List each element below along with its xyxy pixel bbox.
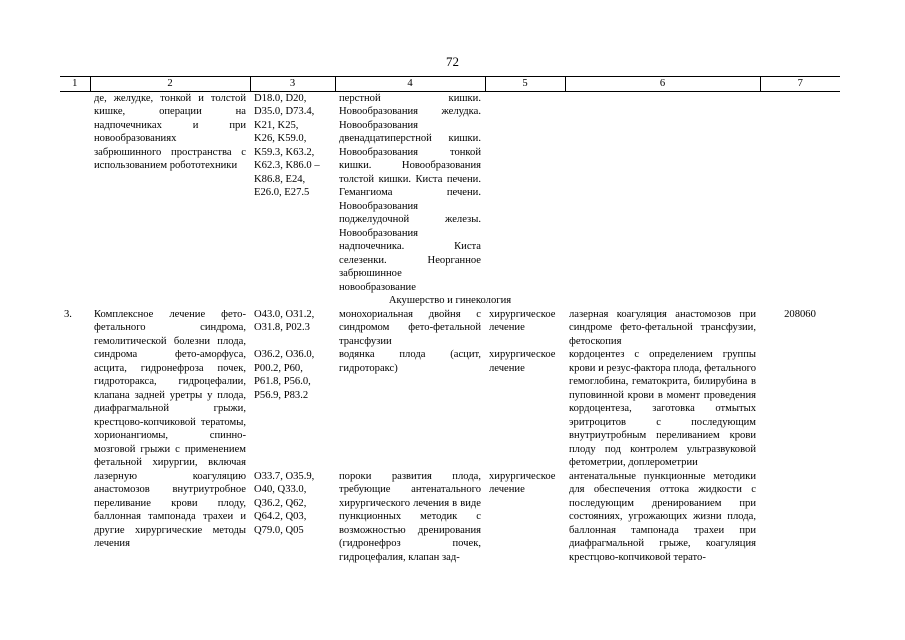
treatment-type-cell: хирургическое лечение xyxy=(489,470,556,495)
table-row xyxy=(60,91,840,294)
service-name-cell: Комплексное лечение фето-фетального синдрома, гемолитической болезни плода, синдрома фето-амορфуса, асцита, гидронефроза почек, гидроторакса, гидроцефалии, клапана задней уретры у плода, диафрагмальной грыжи, крестцово-копчиковой тератомы, хорионангиомы, спинно-мозговой грыжи с применением фетальной хирургии, включая лазерную коагуляцию анастомозов внутриутробное переливание крови плоду, баллонная тампонада трахеи и другие хирургические методы лечения xyxy=(94,308,246,549)
patient-model-cell: монохориальная двойня с синдромом фето-фетальной трансфузии xyxy=(339,308,481,347)
column-header: 2 xyxy=(90,77,250,92)
column-header: 5 xyxy=(485,77,565,92)
column-header: 1 xyxy=(60,77,90,92)
icd-codes-cell: D18.0, D20, D35.0, D73.4, K21, K25, K26, K59.0, K59.3, K63.2, K62.3, K86.0 – K86.8, E24, E26.0, E27.5 xyxy=(254,92,320,198)
icd-codes-cell: O43.0, O31.2, O31.8, P02.3 xyxy=(254,308,315,333)
patient-model-cell: водянка плода (асцит, гидроторакс) xyxy=(339,349,481,374)
table-header xyxy=(60,77,840,92)
column-header: 4 xyxy=(335,77,485,92)
entry-number: 3. xyxy=(64,308,72,320)
price-cell: 208060 xyxy=(784,308,816,320)
page-number: 72 xyxy=(446,54,459,69)
treatment-method-cell: антенатальные пункционные методики для обеспечения оттока жидкости с последующим дренированием при состояниях, угрожающих жизни плода, баллонная тампонада трахеи при диафрагмальной грыже, коагуляция крестцово-копчиковой терато- xyxy=(569,470,756,563)
column-header: 6 xyxy=(565,77,760,92)
services-table xyxy=(60,76,840,564)
section-title-row xyxy=(60,294,840,308)
treatment-type-cell: хирургическое лечение xyxy=(489,349,556,374)
treatment-type-cell: хирургическое лечение xyxy=(489,308,556,333)
treatment-method-cell: лазерная коагуляция анастомозов при синдроме фето-фетальной трансфузии, фетоскопия xyxy=(569,308,756,347)
table-row xyxy=(60,308,840,349)
icd-codes-cell: O36.2, O36.0, P00.2, P60, P61.8, P56.0, P56.9, P83.2 xyxy=(254,349,315,401)
service-name-cell: де, желудке, тонкой и толстой кишке, операции на надпочечниках и при новообразованиях забрюшинного пространства с использованием робототехники xyxy=(94,92,246,171)
treatment-method-cell: кордоцентез с определением группы крови и резус-фактора плода, фетального гемоглобина, гематокрита, билирубина в пуповинной крови в момент проведения кордоцентеза, заготовка отмытых эритроцитов с последующим внутриутробным переливанием крови плоду под контролем ультразвуковой фетометрии, доплерометрии xyxy=(569,349,756,468)
patient-model-cell: пороки развития плода, требующие антенатального хирургического лечения в виде пункционных методик с возможностью дренирования (гидронефроз почек, гидроцефалия, клапан зад- xyxy=(339,470,481,563)
column-header: 7 xyxy=(760,77,840,92)
column-header: 3 xyxy=(250,77,335,92)
icd-codes-cell: O33.7, O35.9, O40, Q33.0, Q36.2, Q62, Q64.2, Q03, Q79.0, Q05 xyxy=(254,470,315,536)
section-title: Акушерство и гинекология xyxy=(388,295,512,306)
patient-model-cell: перстной кишки. Новообразования желудка. Новообразования двенадцатиперстной кишки. Новообразования тонкой кишки. Новообразования толстой кишки. Киста печени. Гемангиома печени. Новообразования поджелудочной железы. Новообразования надпочечника. Киста селезенки. Неорганное забрюшинное новообразование xyxy=(339,92,481,293)
